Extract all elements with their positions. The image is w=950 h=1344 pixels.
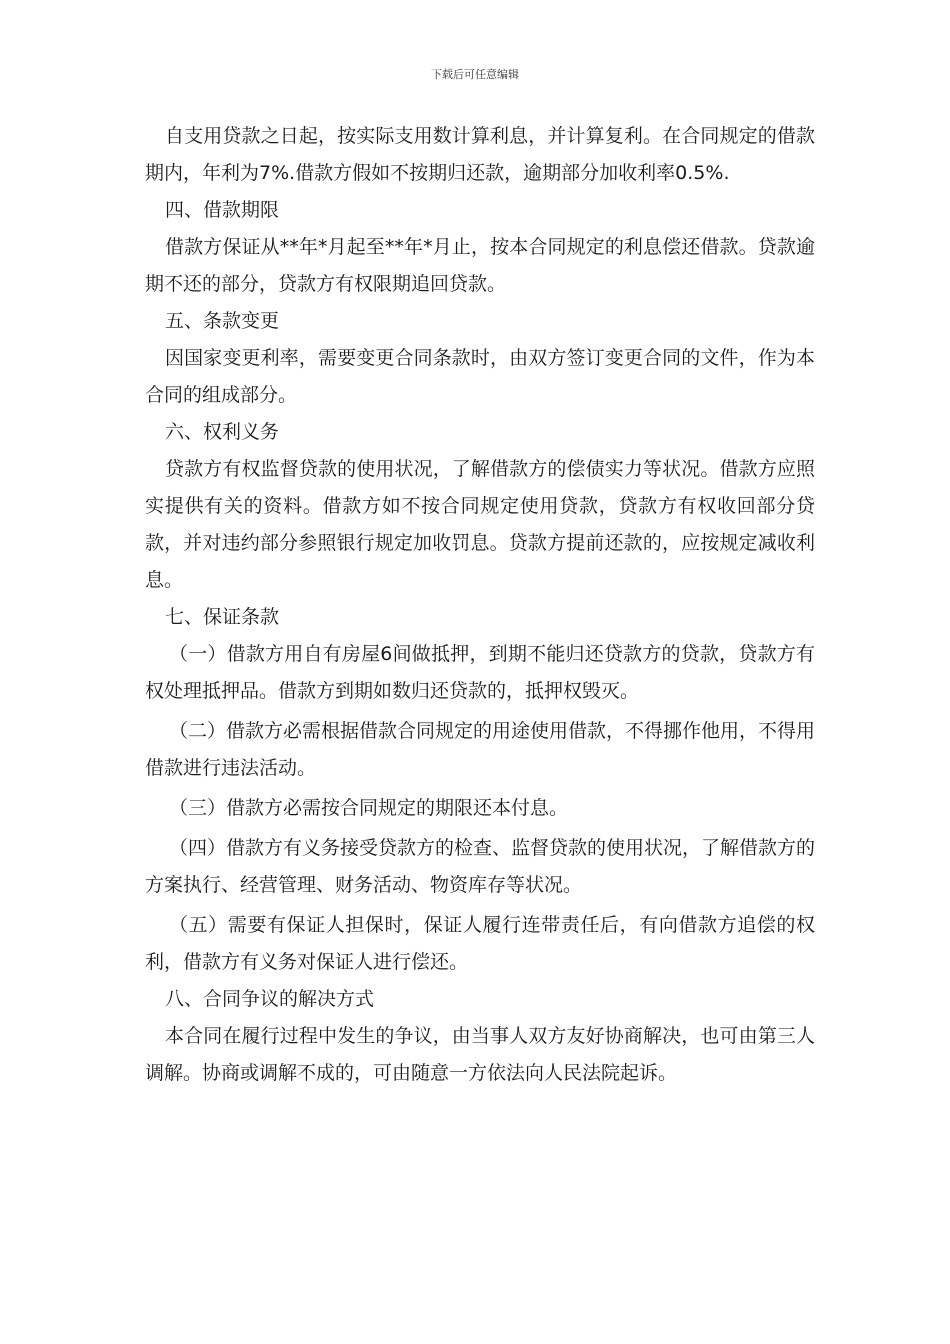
section-heading-guarantee: 七、保证条款 (165, 606, 280, 628)
guarantee-clause-4: （四）借款方有义务接受贷款方的检查、监督贷款的使用状况，了解借款方的方案执行、经营管理、财务活动、物资库存等状况。 (145, 837, 816, 896)
section-heading-loan-term: 四、借款期限 (165, 199, 280, 221)
paragraph-dispute-resolution: 本合同在履行过程中发生的争议，由当事人双方友好协商解决，也可由第三人调解。协商或调解不成的，可由随意一方依法向人民法院起诉。 (145, 1025, 815, 1084)
guarantee-clause-1: （一）借款方用自有房屋6间做抵押，到期不能归还贷款方的贷款，贷款方有权处理抵押品。借款方到期如数归还贷款的，抵押权毁灭。 (145, 643, 815, 702)
guarantee-clause-2: （二）借款方必需根据借款合同规定的用途使用借款，不得挪作他用，不得用借款进行违法活动。 (145, 720, 816, 779)
section-heading-dispute-resolution: 八、合同争议的解决方式 (165, 988, 375, 1010)
page-header: 下载后可任意编辑 (431, 68, 519, 81)
guarantee-clause-5: （五）需要有保证人担保时，保证人履行连带责任后，有向借款方追偿的权利，借款方有义务对保证人进行偿还。 (145, 914, 815, 973)
document-body (145, 118, 815, 1092)
paragraph-interest: 自支用贷款之日起，按实际支用数计算利息，并计算复利。在合同规定的借款期内，年利为7%.借款方假如不按期归还款，逾期部分加收利率0.5%. (145, 125, 815, 184)
paragraph-rights-obligations: 贷款方有权监督贷款的使用状况，了解借款方的偿债实力等状况。借款方应照实提供有关的资料。借款方如不按合同规定使用贷款，贷款方有权收回部分贷款，并对违约部分参照银行规定加收罚息。贷款方提前还款的，应按规定减收利息。 (145, 458, 815, 591)
section-heading-clause-change: 五、条款变更 (165, 310, 280, 332)
guarantee-clause-3: （三）借款方必需按合同规定的期限还本付息。 (169, 797, 569, 819)
paragraph-loan-term: 借款方保证从**年*月起至**年*月止，按本合同规定的利息偿还借款。贷款逾期不还的部分，贷款方有权限期追回贷款。 (145, 236, 815, 295)
section-heading-rights-obligations: 六、权利义务 (165, 421, 280, 443)
paragraph-clause-change: 因国家变更利率，需要变更合同条款时，由双方签订变更合同的文件，作为本合同的组成部分。 (145, 347, 815, 406)
